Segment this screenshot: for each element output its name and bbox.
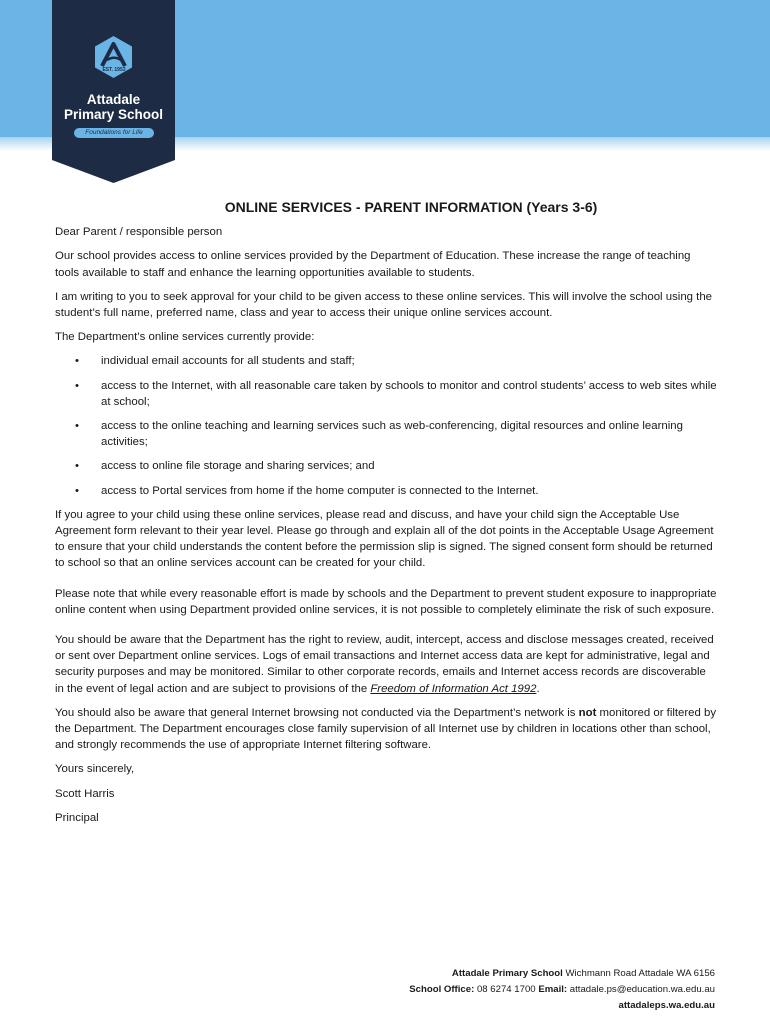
footer-website: attadaleps.wa.edu.au xyxy=(618,1000,715,1011)
paragraph-1: Our school provides access to online services provided by the Department of Education. These increase the range of teaching tools available to staff and enhance the learning opportunities available to students. xyxy=(55,250,691,279)
bullet-icon: • xyxy=(75,484,79,497)
paragraph-5: Please note that while every reasonable effort is made by schools and the Department to prevent student exposure to inappropriate online content when using Department provided online services, it is not possible to completely eliminate the risk of such exposure. xyxy=(55,587,717,616)
bullet-icon: • xyxy=(75,460,79,473)
footer-contact xyxy=(215,966,715,1014)
paragraph-3: The Department’s online services currently provide: xyxy=(55,331,315,344)
school-name-line2: Primary School xyxy=(63,107,164,122)
paragraph-2: I am writing to you to seek approval for your child to be given access to these online services. This will involve the school using the student’s full name, preferred name, class and year to access their unique online services account. xyxy=(55,290,712,320)
salutation: Dear Parent / responsible person xyxy=(55,226,223,239)
signatory-role: Principal xyxy=(55,811,99,824)
bullet-icon: • xyxy=(75,355,79,368)
footer-address-line: Attadale Primary School Wichmann Road Attadale WA 6156 xyxy=(451,968,715,979)
bullet-icon: • xyxy=(75,420,79,433)
list-item: • individual email accounts for all students and staff; xyxy=(101,353,717,369)
foi-act-reference: Freedom of Information Act 1992 xyxy=(370,682,537,695)
school-name-line1: Attadale xyxy=(86,92,141,107)
letter-title: ONLINE SERVICES - PARENT INFORMATION (Years 3-6) xyxy=(224,199,598,215)
paragraph-7: You should also be aware that general Internet browsing not conducted via the Department’s network is not monitored or filtered by the Department. The Department encourages close family supervision of all Internet use by children in locations other than school, and strongly recommends the use of appropriate Internet filtering software. xyxy=(55,706,717,752)
school-tagline: Foundations for Life xyxy=(74,128,154,138)
footer-office-line: School Office: 08 6274 1700 Email: attadale.ps@education.wa.edu.au xyxy=(409,984,715,995)
paragraph-4: If you agree to your child using these online services, please read and discuss, and have your child sign the Acceptable Use Agreement form relevant to their year level. Please go through and explain all of the dot points in the Acceptable Usage Agreement to ensure that your child understands the content before the permission slip is signed. The signed consent form should be returned to school so that an online services account can be created for your child. xyxy=(55,508,714,570)
services-list xyxy=(55,353,717,498)
logo-est-text: EST. 1953 xyxy=(102,67,126,73)
bullet-icon: • xyxy=(75,379,79,392)
list-item: • access to the Internet, with all reasonable care taken by schools to monitor and control students’ access to web sites while at school; xyxy=(75,379,717,408)
list-item: • access to online file storage and sharing services; and xyxy=(101,458,717,474)
signatory-name: Scott Harris xyxy=(55,787,115,800)
closing: Yours sincerely, xyxy=(55,763,135,776)
list-item: • access to the online teaching and learning services such as web-conferencing, digital resources and online learning activities; xyxy=(75,420,683,449)
school-name xyxy=(52,92,175,122)
list-item: • access to Portal services from home if the home computer is connected to the Internet. xyxy=(101,483,717,499)
footer-email: attadale.ps@education.wa.edu.au xyxy=(567,984,715,995)
letter-body xyxy=(55,199,717,834)
paragraph-6: You should be aware that the Department has the right to review, audit, intercept, access and disclose messages created, received or sent over Department online services. Logs of email transactions and Internet access data are kept for administrative, legal and security purposes and may be monitored. Similar to other corporate records, emails and Internet access records are discoverable in the event of legal action and are subject to provisions of the Freedom of Information Act 1992. xyxy=(55,634,714,695)
